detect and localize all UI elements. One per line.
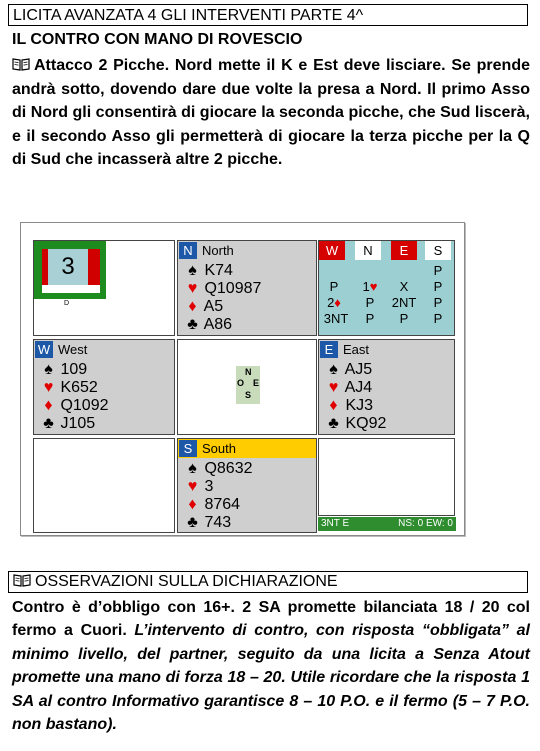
hand-east: [318, 339, 455, 435]
diamond-icon: ♦: [329, 397, 338, 414]
score-label: NS: 0 EW: 0: [398, 518, 453, 529]
club-icon: ♣: [328, 415, 339, 432]
bridge-board: [20, 222, 465, 536]
bid: P: [433, 263, 443, 278]
hand-south-header: [178, 439, 316, 458]
east-spades: ♠ AJ5: [326, 361, 372, 379]
bid: P: [365, 295, 375, 310]
section-subtitle: IL CONTRO CON MANO DI ROVESCIO: [12, 31, 303, 48]
bid: 2♦: [327, 295, 341, 310]
hand-south: [177, 438, 317, 533]
table-center: [177, 339, 317, 435]
dealer-marker: D: [64, 300, 70, 307]
bid: 2NT: [391, 295, 417, 310]
board-number: 3: [48, 249, 88, 285]
west-hearts: ♥ K652: [41, 379, 98, 397]
east-clubs: ♣ KQ92: [326, 415, 386, 433]
east-diamonds: ♦ KJ3: [326, 397, 373, 415]
bid: P: [433, 295, 443, 310]
south-hearts: ♥ 3: [185, 478, 213, 496]
contract-label: 3NT E: [321, 518, 350, 529]
bidding-header-e: E: [391, 241, 417, 260]
seat-name-south: South: [202, 441, 236, 456]
section2-title: OSSERVAZIONI SULLA DICHIARAZIONE: [35, 573, 338, 590]
observations-paragraph: [12, 596, 530, 736]
hand-north-header: [178, 241, 234, 260]
east-hearts: ♥ AJ4: [326, 379, 372, 397]
board-frame-top: [34, 241, 106, 249]
bidding-header-s: S: [425, 241, 451, 260]
heart-icon: ♥: [187, 478, 198, 495]
page-title: LICITA AVANZATA 4 GLI INTERVENTI PARTE 4^: [8, 4, 528, 26]
west-clubs: ♣ J105: [41, 415, 95, 433]
compass-icon: N O E S: [236, 366, 260, 404]
hand-west: [33, 339, 175, 435]
south-clubs: ♣ 743: [185, 514, 231, 532]
empty-cell: [318, 438, 455, 516]
spade-icon: ♠: [329, 361, 338, 378]
bid: 3NT: [323, 311, 349, 326]
hand-north: [177, 240, 317, 336]
spade-icon: ♠: [188, 460, 197, 477]
bid: P: [365, 311, 375, 326]
book-icon: [13, 574, 31, 587]
south-spades: ♠ Q8632: [185, 460, 253, 478]
board-frame-right: [100, 241, 106, 299]
heart-icon: ♥: [43, 379, 54, 396]
bidding-header-n: N: [355, 241, 381, 260]
heart-icon: ♥: [187, 280, 198, 297]
book-icon: [12, 58, 30, 71]
club-icon: ♣: [187, 514, 198, 531]
intro-text: Attacco 2 Picche. Nord mette il K e Est deve lisciare. Se prende andrà sotto, dovendo dare due volte la presa a Nord. Il primo Asso di Nord gli consentirà di giocare la seconda picche, che Sud liscerà, e il secondo Asso gli permetterà di giocare la terza picche per la Q di Sud che incasserà altre 2 picche.: [12, 57, 530, 168]
west-diamonds: ♦ Q1092: [41, 397, 109, 415]
hand-west-header: [34, 340, 87, 359]
observations-text: Contro è d’obbligo con 16+. 2 SA promette bilanciata 18 / 20 col fermo a Cuori.: [12, 599, 530, 640]
spade-icon: ♠: [188, 262, 197, 279]
seat-label-north: N: [179, 242, 197, 259]
seat-label-west: W: [35, 341, 53, 358]
board-frame-left: [34, 241, 42, 299]
west-spades: ♠ 109: [41, 361, 87, 379]
spade-icon: ♠: [44, 361, 53, 378]
bidding-header-w: W: [319, 241, 345, 260]
status-bar: [318, 517, 456, 531]
intro-paragraph: [12, 54, 530, 172]
seat-label-south: S: [179, 440, 197, 457]
club-icon: ♣: [187, 316, 198, 333]
diamond-icon: ♦: [188, 298, 197, 315]
seat-name-west: West: [58, 342, 88, 357]
south-diamonds: ♦ 8764: [185, 496, 240, 514]
club-icon: ♣: [43, 415, 54, 432]
north-spades: ♠ K74: [185, 262, 233, 280]
diamond-icon: ♦: [188, 496, 197, 513]
bid: P: [329, 279, 339, 294]
section2-header: [8, 571, 528, 593]
vulnerability-right: [88, 249, 100, 285]
seat-name-north: North: [202, 243, 234, 258]
observations-text-italic: L’intervento di contro, con risposta “obbligata” al minimo livello, del partner, seguito da una licita a Senza Atout promette una mano di forza 18 – 20. Utile ricordare che la risposta 1 SA al contro Informativo garantisce 8 – 10 P.O. e il fermo (5 – 7 P.O. non bastano).: [12, 622, 530, 734]
heart-icon: ♥: [328, 379, 339, 396]
north-clubs: ♣ A86: [185, 316, 232, 334]
bid: P: [399, 311, 409, 326]
north-hearts: ♥ Q10987: [185, 280, 261, 298]
empty-cell: [33, 438, 175, 533]
hand-east-header: [319, 340, 369, 359]
bid: X: [399, 279, 409, 294]
board-frame-bottom: [34, 293, 106, 299]
bid: P: [433, 311, 443, 326]
seat-name-east: East: [343, 342, 370, 357]
seat-label-east: E: [320, 341, 338, 358]
diamond-icon: ♦: [44, 397, 53, 414]
board-number-cell: [33, 240, 175, 336]
north-diamonds: ♦ A5: [185, 298, 223, 316]
bid: P: [433, 279, 443, 294]
bidding-table: [318, 240, 455, 336]
bid: 1♥: [362, 279, 378, 294]
